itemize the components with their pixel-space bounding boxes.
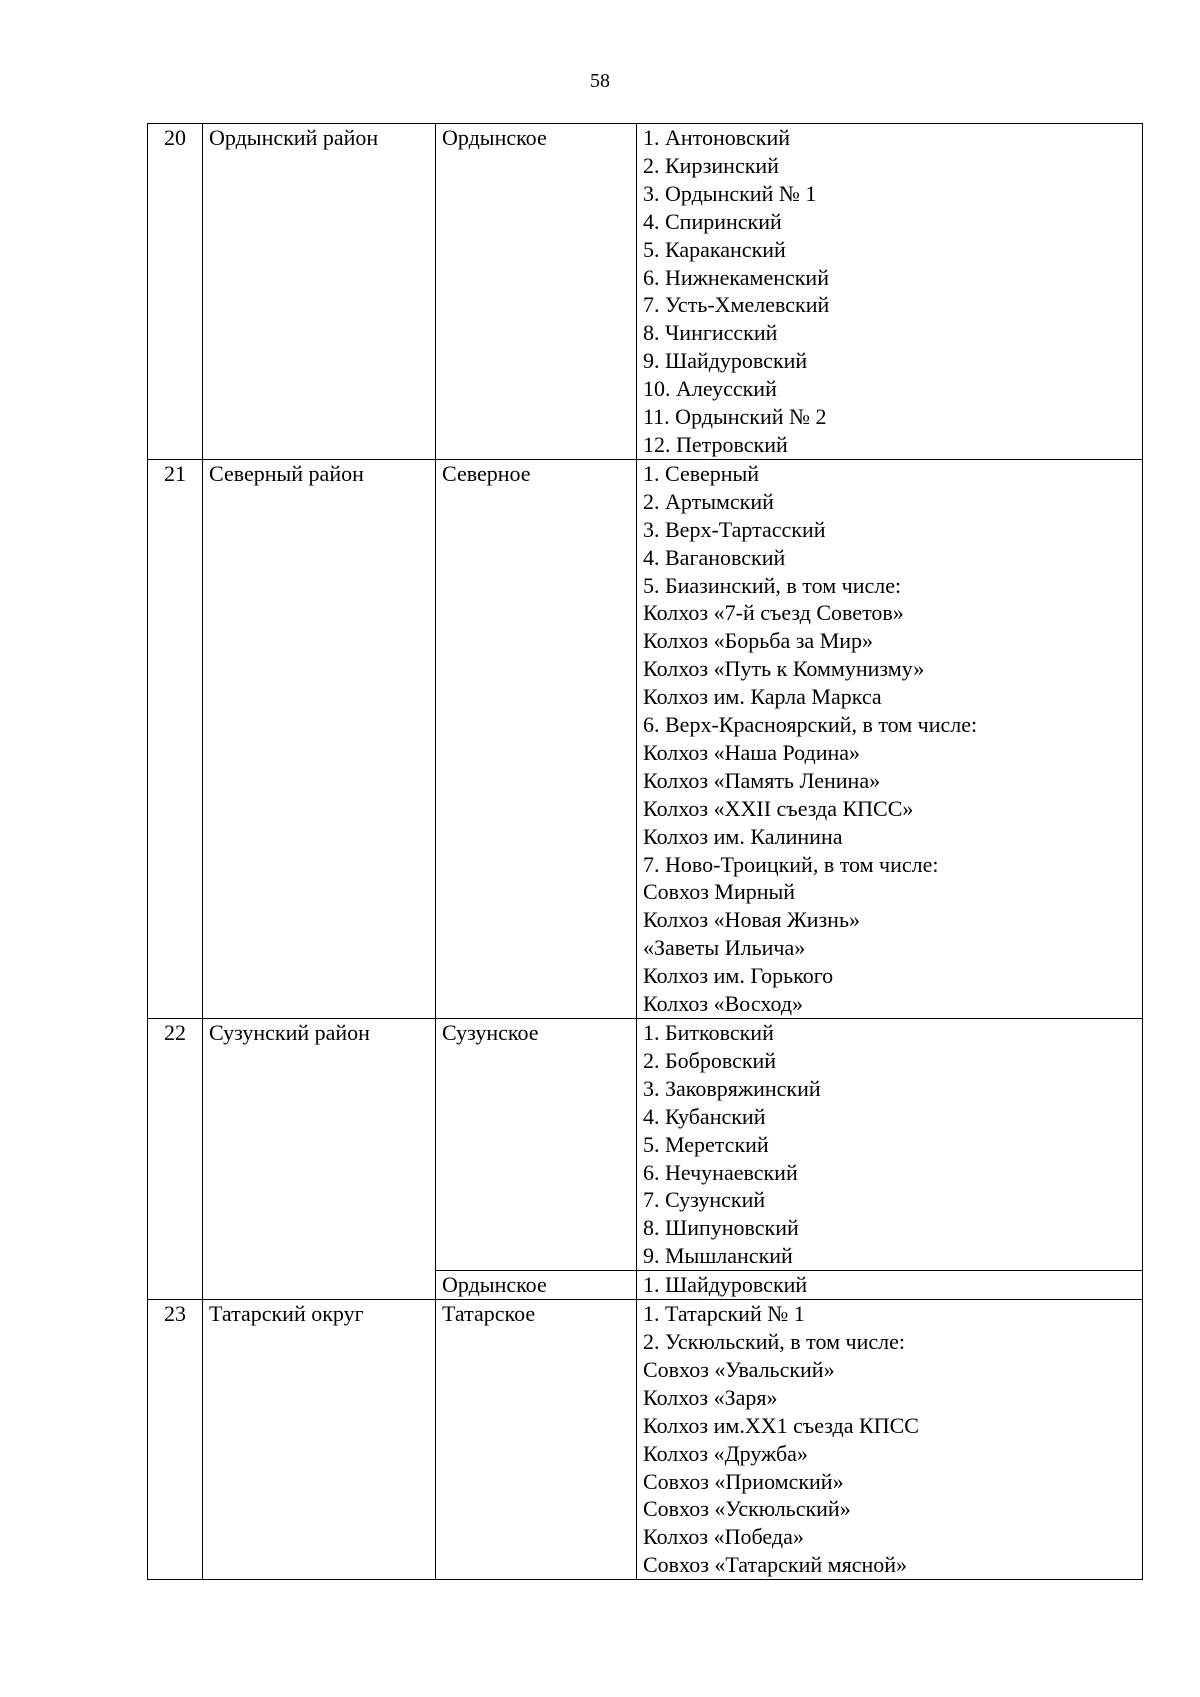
district-name: Татарский округ <box>203 1300 436 1580</box>
list-item: 2. Кирзинский <box>643 152 779 178</box>
settlement-name: Татарское <box>436 1300 637 1580</box>
list-item: Колхоз им. Горького <box>643 963 834 989</box>
settlement-name: Ордынское <box>436 1271 637 1300</box>
list-item: Колхоз «Победа» <box>643 1524 804 1550</box>
list-item: Совхоз «Увальский» <box>643 1356 835 1382</box>
list-item: 10. Алеусский <box>643 376 777 402</box>
list-item: Колхоз им.XX1 съезда КПСС <box>643 1412 919 1438</box>
row-number: 23 <box>148 1300 203 1580</box>
list-item: Колхоз им. Карла Маркса <box>643 684 882 710</box>
district-name: Ордынский район <box>203 124 436 460</box>
list-item: 4. Спиринский <box>643 208 782 234</box>
district-name: Северный район <box>203 459 436 1018</box>
list-item: Совхоз Мирный <box>643 879 796 905</box>
list-item: Колхоз «Заря» <box>643 1384 778 1410</box>
list-item: Колхоз «XXII съезда КПСС» <box>643 795 914 821</box>
list-item: 2. Бобровский <box>643 1047 777 1073</box>
farm-list <box>637 124 1143 460</box>
list-item: 1. Северный <box>643 460 760 486</box>
list-item: 9. Шайдуровский <box>643 348 808 374</box>
list-item: Колхоз им. Калинина <box>643 823 843 849</box>
row-number: 22 <box>148 1019 203 1300</box>
list-item: 3. Заковряжинский <box>643 1075 821 1101</box>
list-item: 4. Кубанский <box>643 1103 766 1129</box>
list-item: 5. Биазинский, в том числе: <box>643 572 902 598</box>
list-item: Совхоз «Приомский» <box>643 1468 844 1494</box>
list-item: Колхоз «Дружба» <box>643 1440 808 1466</box>
list-item: 3. Ордынский № 1 <box>643 180 817 206</box>
list-item: Колхоз «Наша Родина» <box>643 739 861 765</box>
list-item: 1. Антоновский <box>643 125 791 150</box>
list-item: «Заветы Ильича» <box>643 935 806 961</box>
list-item: 1. Шайдуровский <box>643 1272 808 1298</box>
table-row <box>148 459 1143 1018</box>
settlement-name: Северное <box>436 459 637 1018</box>
list-item: 1. Битковский <box>643 1020 774 1045</box>
list-item: Колхоз «Путь к Коммунизму» <box>643 656 925 682</box>
farm-list <box>637 459 1143 1018</box>
list-item: Совхоз «Ускюльский» <box>643 1496 851 1522</box>
row-number: 21 <box>148 459 203 1018</box>
list-item: 4. Вагановский <box>643 544 786 570</box>
list-item: Колхоз «Восход» <box>643 991 804 1017</box>
settlement-name: Ордынское <box>436 124 637 460</box>
list-item: 2. Артымский <box>643 488 774 514</box>
list-item: Колхоз «Новая Жизнь» <box>643 907 860 933</box>
list-item: 9. Мышланский <box>643 1243 793 1269</box>
list-item: 7. Усть-Хмелевский <box>643 292 830 318</box>
list-item: 6. Нижнекаменский <box>643 264 829 290</box>
districts-table <box>147 123 1143 1580</box>
list-item: 6. Верх-Красноярский, в том числе: <box>643 712 978 738</box>
list-item: Совхоз «Татарский мясной» <box>643 1552 907 1578</box>
table-row <box>148 124 1143 460</box>
list-item: 7. Ново-Троицкий, в том числе: <box>643 851 939 877</box>
district-name: Сузунский район <box>203 1019 436 1300</box>
farm-list <box>637 1019 1143 1271</box>
list-item: 8. Шипуновский <box>643 1215 799 1241</box>
list-item: 11. Ордынский № 2 <box>643 404 827 430</box>
list-item: 5. Меретский <box>643 1131 769 1157</box>
list-item: Колхоз «Борьба за Мир» <box>643 628 874 654</box>
list-item: 7. Сузунский <box>643 1187 766 1213</box>
list-item: 12. Петровский <box>643 431 788 457</box>
list-item: Колхоз «Память Ленина» <box>643 767 881 793</box>
list-item: 3. Верх-Тартасский <box>643 516 826 542</box>
list-item: 1. Татарский № 1 <box>643 1301 805 1327</box>
list-item: 2. Ускюльский, в том числе: <box>643 1328 905 1354</box>
list-item: Колхоз «7-й съезд Советов» <box>643 600 904 626</box>
farm-list <box>637 1300 1143 1580</box>
list-item: 5. Караканский <box>643 236 786 262</box>
list-item: 8. Чингисский <box>643 320 778 346</box>
settlement-name: Сузунское <box>436 1019 637 1271</box>
page-number: 58 <box>590 70 610 92</box>
table-row <box>148 1300 1143 1580</box>
list-item: 6. Нечунаевский <box>643 1159 798 1185</box>
table-body <box>148 124 1143 1580</box>
table-row <box>148 1019 1143 1271</box>
row-number: 20 <box>148 124 203 460</box>
farm-list <box>637 1271 1143 1300</box>
